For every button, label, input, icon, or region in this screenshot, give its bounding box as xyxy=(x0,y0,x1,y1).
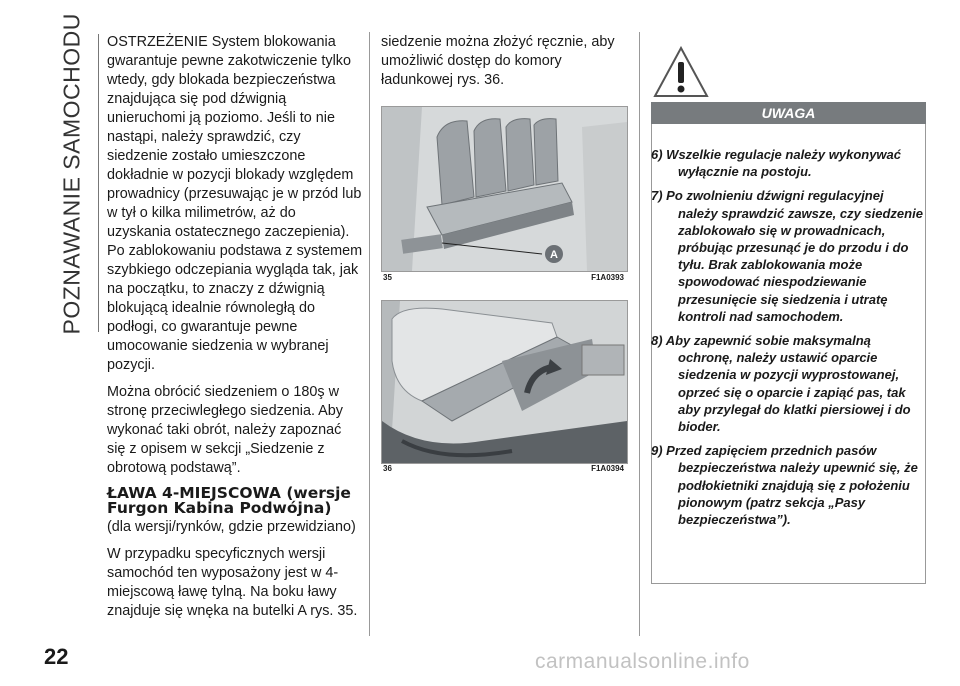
warning-title: UWAGA xyxy=(651,102,926,124)
figure-code: F1A0393 xyxy=(591,273,624,282)
figure-number: 36 xyxy=(383,464,392,473)
section-title: POZNAWANIE SAMOCHODU xyxy=(58,13,85,335)
figure-36-image xyxy=(381,300,628,464)
text-column-2 xyxy=(381,33,627,98)
figure-code: F1A0394 xyxy=(591,464,624,473)
text-column-1 xyxy=(107,33,363,629)
section-heading: ŁAWA 4-MIEJSCOWA (wersje Furgon Kabina Podwójna) xyxy=(107,484,351,517)
column-divider xyxy=(639,32,640,636)
paragraph: siedzenie można złożyć ręcznie, aby umożliwić dostęp do komory ładunkowej rys. 36. xyxy=(381,34,615,88)
section-divider xyxy=(98,34,99,332)
section-subheading: (dla wersji/rynków, gdzie przewidziano) xyxy=(107,519,356,535)
warning-notes xyxy=(651,146,926,535)
figure-callout-a: A xyxy=(550,249,558,261)
warning-item: 7) Po zwolnieniu dźwigni regulacyjnej należy sprawdzić zawsze, czy siedzenie zablokowało się w prowadnicach, próbując przesunąć je do przodu i do tyłu. Brak zablokowania może spowodować niespodziewanie przesunięcie się siedzenia i utratę kontroli nad samochodem. xyxy=(651,188,923,324)
figure-35-image xyxy=(381,106,628,272)
paragraph: W przypadku specyficznych wersji samochód ten wyposażony jest w 4-miejscową ławę tylną. Na boku ławy znajduje się wnęka na butelki A rys. 35. xyxy=(107,546,358,619)
paragraph: OSTRZEŻENIE System blokowania gwarantuje pewne zakotwiczenie tylko wtedy, gdy blokada bezpieczeństwa znajdująca się pod dźwignią unieruchomi ją poziomo. Jeśli to nie nastąpi, należy sprawdzić, czy siedzenie zostało umieszczone dokładnie w pozycji blokady względem prowadnicy (przesuwając je w przód lub w tył o kilka milimetrów, aż do uzyskania ostatecznego zaczepienia). Po zablokowaniu podstawa z systemem szybkiego odczepiania wygląda tak, jak na początku, to znaczy z dźwignią blokującą idealnie równoległą do podłogi, co gwarantuje pewne umocowanie siedzenia w wybranej pozycji. xyxy=(107,34,363,373)
warning-item: 9) Przed zapięciem przednich pasów bezpieczeństwa należy upewnić się, że podłokietniki znajdują się z położeniu pionowym (patrz sekcja „Pasy bezpieczeństwa”). xyxy=(651,443,918,528)
warning-triangle-icon xyxy=(653,46,709,98)
figure-number: 35 xyxy=(383,273,392,282)
watermark: carmanualsonline.info xyxy=(535,650,750,673)
warning-item: 6) Wszelkie regulacje należy wykonywać wyłącznie na postoju. xyxy=(651,147,902,180)
warning-item: 8) Aby zapewnić sobie maksymalną ochronę, należy ustawić oparcie siedzenia w pozycji wyprostowanej, oprzeć się o oparcie i zapiąć pas, tak aby przylegał do klatki piersiowej i do bioder. xyxy=(651,333,911,435)
column-divider xyxy=(369,32,370,636)
paragraph: Można obrócić siedzeniem o 180ş w stronę przeciwległego siedzenia. Aby wykonać taki obrót, należy zapoznać się z opisem w sekcji „Siedzenie z obrotową podstawą”. xyxy=(107,384,343,476)
page-number: 22 xyxy=(44,644,69,669)
